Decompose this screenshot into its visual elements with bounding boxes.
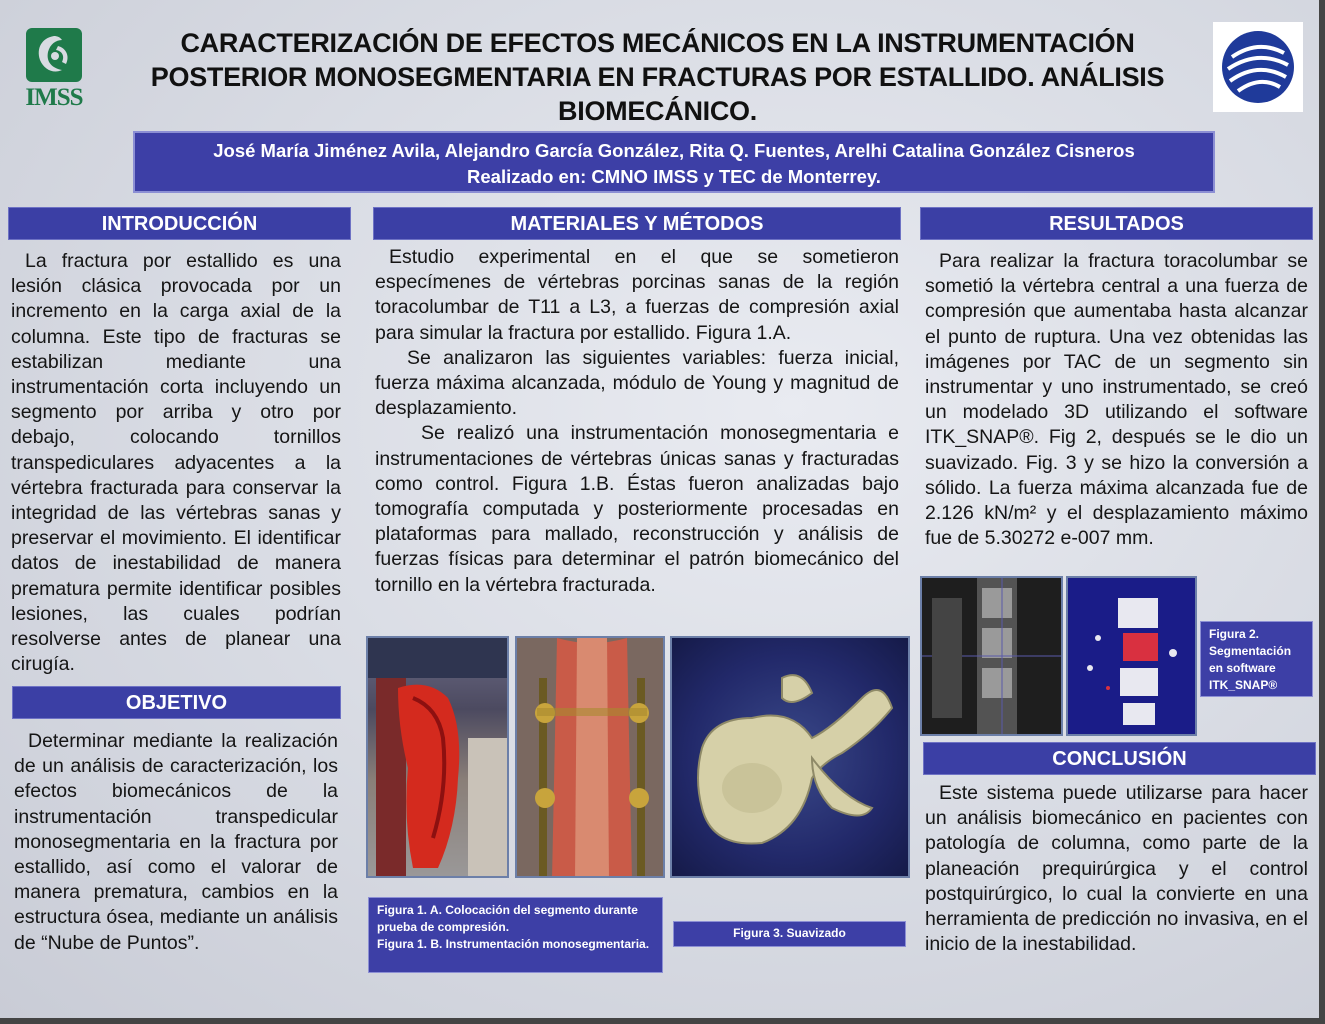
figure-3-image [670,636,910,878]
figure-2a-image [920,576,1063,736]
segmentation-image [1068,578,1197,736]
materiales-heading: MATERIALES Y MÉTODOS [373,207,901,240]
figure-1b-caption: Figura 1. B. Instrumentación monosegmentaria. [377,937,650,951]
ct-scan-image [922,578,1063,736]
resultados-heading: RESULTADOS [920,207,1313,240]
imss-logo-text: IMSS [25,84,83,111]
conclusion-paragraph: Este sistema puede utilizarse para hacer un análisis biomecánico en pacientes con patología de columna, como parte de la planeación prequirúrgica y el control postquirúrgico, lo cual la convierte en una herramienta de predicción no invasiva, en el inicio de la inestabilidad. [925,782,1308,956]
resultados-text [925,249,1308,551]
materiales-paragraph-1: Estudio experimental en el que se sometieron especímenes de vértebras porcinas sanas de la región toracolumbar de T11 a L3, a fuerzas de compresión axial para simular la fractura por estallido. Figura 1.A. [375,246,899,344]
introduccion-heading: INTRODUCCIÓN [8,207,351,240]
objetivo-heading: OBJETIVO [12,686,341,719]
tec-logo [1213,22,1303,112]
materiales-paragraph-3: Se realizó una instrumentación monosegmentaria e instrumentaciones de vértebras únicas sanas y fracturadas como control. Figura 1.B. Éstas fueron analizadas bajo tomografía computada y posteriormente procesadas en plataformas para mallado, reconstrucción y análisis de fuerzas físicas para determinar el patrón biomecánico del tornillo en la vértebra fracturada. [375,422,899,596]
affiliation: Realizado en: CMNO IMSS y TEC de Monterrey. [467,166,881,187]
introduccion-text [11,249,341,677]
figure-3-caption: Figura 3. Suavizado [673,921,906,947]
figure-1b-image [515,636,665,878]
imss-eagle-icon [22,26,86,86]
figure-2-caption: Figura 2. Segmentación en software ITK_SNAP® [1200,621,1313,697]
authors-bar [133,131,1215,193]
materiales-paragraph-2: Se analizaron las siguientes variables: fuerza inicial, fuerza máxima alcanzada, módulo de Young y magnitud de desplazamiento. [375,346,899,420]
figure-1a-caption: Figura 1. A. Colocación del segmento durante prueba de compresión. [377,903,638,934]
introduccion-paragraph: La fractura por estallido es una lesión clásica provocada por un incremento en la carga axial de la columna. Este tipo de fracturas se estabilizan mediante una instrumentación corta incluyendo un segmento por arriba y otro por debajo, colocando tornillos transpediculares adyacentes a la vértebra fracturada para conservar la integridad de las vértebras sanas y preservar el movimiento. El identificar datos de inestabilidad de manera prematura permite identificar posibles lesiones, las cuales podrían resolverse antes de planear una cirugía. [11,250,341,676]
tec-torch-icon [1218,27,1298,107]
objetivo-paragraph: Determinar mediante la realización de un análisis de caracterización, los efectos biomecánicos de la instrumentación transpedicular monosegmentaria en la fractura por estallido, así como el valorar de manera prematura, cambios en la estructura ósea, mediante un análisis de “Nube de Puntos”. [14,730,338,954]
compression-test-photo [368,638,509,878]
imss-logo [18,26,90,114]
vertebra-3d-model [672,638,910,878]
conclusion-text [925,781,1308,957]
figure-1a-image [366,636,509,878]
poster-title: CARACTERIZACIÓN DE EFECTOS MECÁNICOS EN LA INSTRUMENTACIÓN POSTERIOR MONOSEGMENTARIA EN FRACTURAS POR ESTALLIDO. ANÁLISIS BIOMECÁNICO. [150,28,1165,126]
instrumentation-photo [517,638,665,878]
resultados-paragraph: Para realizar la fractura toracolumbar se sometió la vértebra central a una fuerza de compresión que aumentaba hasta alcanzar el punto de ruptura. Una vez obtenidas las imágenes por TAC de un segmento sin instrumentar y uno instrumentado, se creó un modelado 3D utilizando el software ITK_SNAP®. Fig 2, después se le dio un suavizado. Fig. 3 y se hizo la conversión a sólido. La fuerza máxima alcanzada fue de 2.126 kN/m² y el desplazamiento máximo fue de 5.30272 e-007 mm. [925,250,1308,550]
objetivo-text [14,729,338,956]
figure-1-caption [368,897,663,973]
authors: José María Jiménez Avila, Alejandro García González, Rita Q. Fuentes, Arelhi Catalina González Cisneros [213,140,1135,161]
conclusion-heading: CONCLUSIÓN [923,742,1316,775]
materiales-text [375,245,899,598]
figure-2b-image [1066,576,1197,736]
